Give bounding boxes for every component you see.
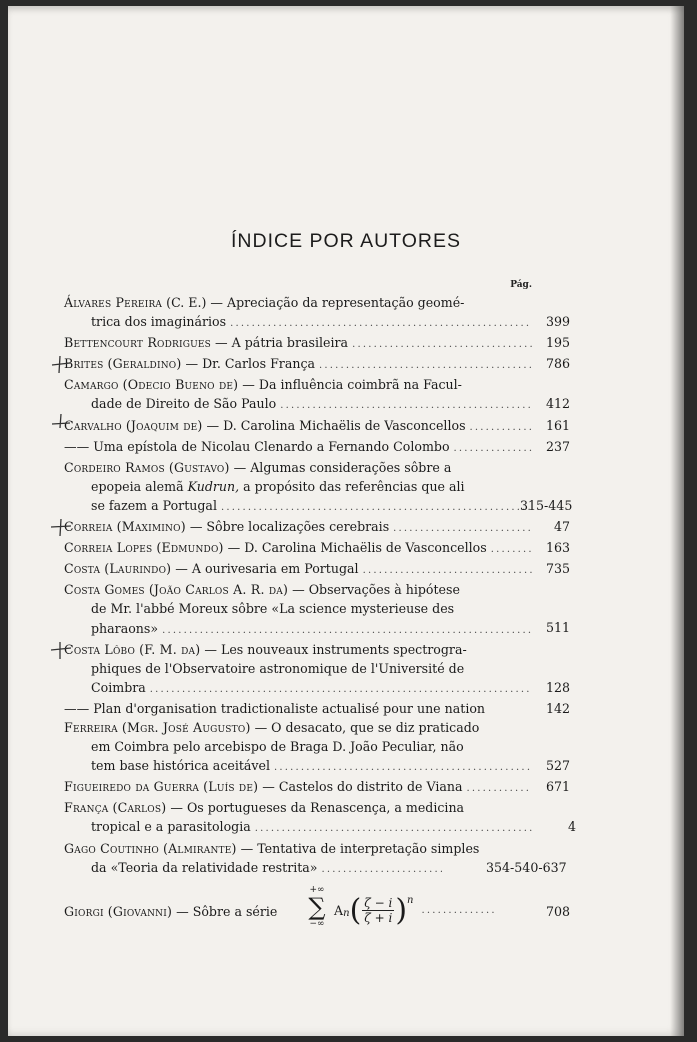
page-number: 671 bbox=[546, 779, 571, 795]
author-name: Costa Lôbo bbox=[64, 641, 136, 657]
index-entry: —— Plan d'organisation tradictionaliste actualisé pour une nation 142 bbox=[64, 699, 536, 718]
page-number: 195 bbox=[546, 335, 571, 351]
author-index bbox=[64, 293, 577, 939]
author-name: Ferreira bbox=[64, 719, 118, 735]
author-name: Costa Gomes bbox=[64, 582, 145, 598]
page-number: 315-445 bbox=[520, 497, 573, 513]
page-number: 142 bbox=[546, 700, 571, 716]
summation-symbol: +∞ ∑ −∞ bbox=[308, 884, 326, 929]
index-entry: Costa (Laurindo) — A ourivesaria em Portugal ..... 735 bbox=[64, 559, 536, 580]
page-number: 354-540-637 bbox=[486, 859, 567, 875]
author-name: Brites bbox=[64, 356, 104, 372]
page-title: ÍNDICE POR AUTORES bbox=[230, 230, 461, 252]
author-name: Carvalho bbox=[64, 417, 122, 433]
index-entry: Costa Lôbo (F. M. da) — Les nouveaux instruments spectrogra- phiques de l'Observatoire astronomique de l'Université de Coimbra ..... 128 bbox=[64, 640, 536, 699]
handwritten-cross-mark bbox=[51, 354, 71, 374]
author-name: Correia bbox=[64, 519, 113, 535]
index-entry: Correia (Maximino) — Sôbre localizações cerebrais ..... 47 bbox=[64, 517, 536, 538]
handwritten-cross-mark bbox=[51, 412, 71, 432]
show-through-text bbox=[8, 76, 684, 136]
index-entry: Cordeiro Ramos (Gustavo) — Algumas considerações sôbre a epopeia alemã Kudrun, a propósito das referências que ali se fazem a Portugal ..... 315-445 bbox=[64, 458, 536, 517]
index-entry: Correia Lopes (Edmundo) — D. Carolina Michaëlis de Vasconcellos ..... 163 bbox=[64, 538, 536, 559]
page-number: 399 bbox=[546, 314, 571, 329]
handwritten-cross-mark bbox=[51, 517, 71, 537]
index-entry: —— Uma epístola de Nicolau Clenardo a Fernando Colombo ..... 237 bbox=[64, 437, 536, 458]
index-entry: França (Carlos) — Os portugueses da Renascença, a medicina tropical e a parasitologia ..... 4 bbox=[64, 798, 536, 838]
index-entry: Gago Coutinho (Almirante) — Tentativa de interpretação simples da «Teoria da relatividade restrita» ..... 354-540-637 bbox=[64, 839, 536, 879]
page-number: 511 bbox=[546, 620, 571, 636]
series-formula: A n ( $\frac{\zeta - i}{\zeta + i}$ ) n .............. bbox=[334, 892, 497, 928]
page-number: 128 bbox=[546, 679, 571, 695]
author-name: Costa bbox=[64, 561, 101, 577]
author-name: Correia Lopes bbox=[64, 540, 153, 556]
page-number: 708 bbox=[546, 903, 571, 919]
index-entry: Ferreira (Mgr. José Augusto) — O desacato, que se diz praticado em Coimbra pelo arcebispo de Braga D. João Peculiar, não tem base histórica aceitável ..... 527 bbox=[64, 718, 536, 777]
page-number: 527 bbox=[546, 757, 571, 773]
index-entry: Camargo (Odecio Bueno de) — Da influência coimbrã na Facul- dade de Direito de São Paulo ..... 412 bbox=[64, 375, 536, 415]
book-page bbox=[8, 6, 684, 1036]
page-number: 237 bbox=[546, 438, 571, 454]
index-entry: Giorgi (Giovanni) — Sôbre a série +∞ ∑ −∞ A n ( $\frac{\zeta - i}{\zeta + i}$ ) n .............. 708 bbox=[64, 885, 536, 939]
author-name: Gago Coutinho bbox=[64, 840, 159, 856]
page-number: 163 bbox=[546, 540, 571, 556]
author-name: França bbox=[64, 800, 109, 816]
index-entry: Figueiredo da Guerra (Luís de) — Castelos do distrito de Viana ..... 671 bbox=[64, 777, 536, 798]
page-edge-shadow bbox=[670, 6, 684, 1036]
author-name: Camargo bbox=[64, 377, 119, 393]
index-entry: Carvalho (Joaquim de) — D. Carolina Michaëlis de Vasconcellos ..... 161 bbox=[64, 416, 536, 437]
page-number: 786 bbox=[546, 356, 571, 372]
page-number: 735 bbox=[546, 561, 571, 577]
index-entry: Brites (Geraldino) — Dr. Carlos França ..... 786 bbox=[64, 354, 536, 375]
handwritten-cross-mark bbox=[51, 640, 71, 660]
page-column-header: Pág. bbox=[510, 280, 532, 290]
author-name: Giorgi bbox=[64, 903, 104, 919]
page-number: 4 bbox=[568, 819, 577, 835]
author-name: Cordeiro Ramos bbox=[64, 459, 165, 475]
author-name: Figueiredo da Guerra bbox=[64, 779, 200, 795]
author-name: Álvares Pereira bbox=[64, 295, 163, 310]
page-number: 47 bbox=[554, 519, 571, 535]
author-name: Bettencourt Rodrigues bbox=[64, 335, 212, 351]
index-entry: Álvares Pereira (C. E.) — Apreciação da representação geomé- trica dos imaginários ..... 399 bbox=[64, 293, 536, 333]
page-number: 412 bbox=[546, 396, 571, 412]
index-entry: Bettencourt Rodrigues — A pátria brasileira ..... 195 bbox=[64, 333, 536, 354]
index-entry: Costa Gomes (João Carlos A. R. da) — Observações à hipótese de Mr. l'abbé Moreux sôbre «La science mysterieuse des pharaons» ..... 511 bbox=[64, 580, 536, 639]
page-number: 161 bbox=[546, 417, 571, 433]
